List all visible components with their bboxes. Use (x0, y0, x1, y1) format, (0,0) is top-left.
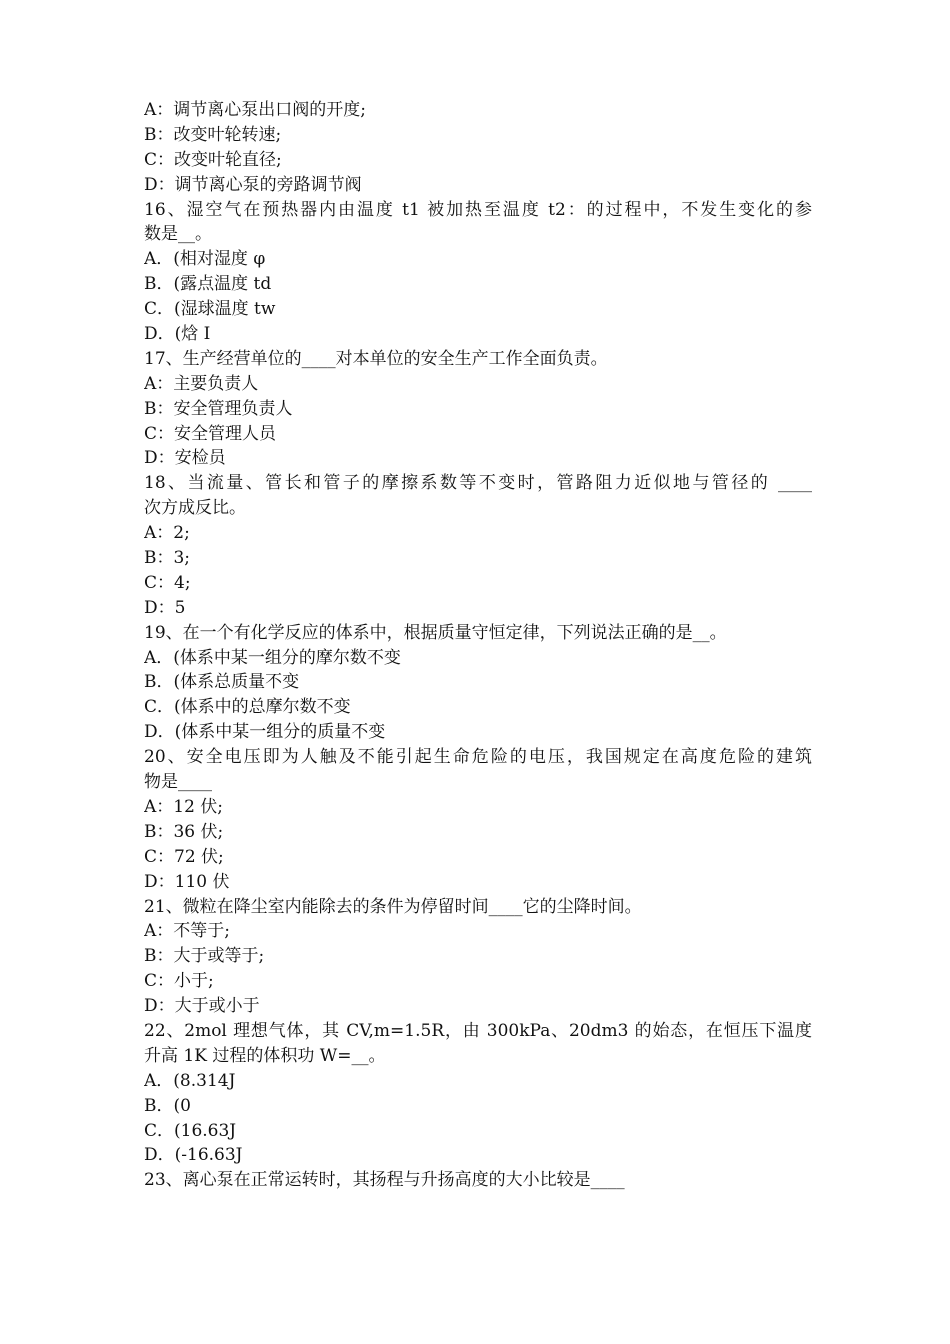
text-line: C：小于; (144, 971, 214, 992)
question-line: 18、当流量、管长和管子的摩擦系数等不变时，管路阻力近似地与管径的 ____ (144, 473, 812, 494)
text-line: B：3; (144, 548, 191, 569)
question-list (144, 98, 812, 1193)
text-line: D．(-16.63J (144, 1145, 243, 1166)
text-line: D：110 伏 (144, 871, 230, 892)
text-line: C：72 伏; (144, 846, 224, 867)
text-line: B：大于或等于; (144, 946, 265, 967)
text-line: D．(体系中某一组分的质量不变 (144, 722, 386, 743)
text-line: D．(焓 I (144, 324, 211, 345)
text-line: B：36 伏; (144, 821, 224, 842)
text-line: A．(相对湿度 φ (144, 249, 266, 270)
text-line: B．(露点温度 td (144, 274, 272, 295)
text-line: A：主要负责人 (144, 373, 259, 394)
text-line: C．(体系中的总摩尔数不变 (144, 697, 351, 718)
text-line: B：安全管理负责人 (144, 398, 293, 419)
text-line: A：不等于; (144, 921, 231, 942)
question-line: 次方成反比。 (144, 498, 246, 519)
question-line: 21、微粒在降尘室内能除去的条件为停留时间____它的尘降时间。 (144, 896, 642, 917)
question-line: 20、安全电压即为人触及不能引起生命危险的电压，我国规定在高度危险的建筑 (144, 747, 812, 768)
text-line: B．(体系总质量不变 (144, 672, 300, 693)
question-line: 升高 1K 过程的体积功 W=__。 (144, 1045, 386, 1066)
text-line: A：调节离心泵出口阀的开度; (144, 100, 367, 120)
text-line: A：2; (144, 523, 190, 544)
text-line: D：安检员 (144, 448, 226, 469)
text-line: D：调节离心泵的旁路调节阀 (144, 174, 362, 195)
text-line: B．(0 (144, 1095, 191, 1116)
text-line: A．(8.314J (144, 1070, 236, 1091)
text-line: A．(体系中某一组分的摩尔数不变 (144, 647, 401, 668)
question-line: 16、湿空气在预热器内由温度 t1 被加热至温度 t2：的过程中，不发生变化的参 (144, 199, 812, 220)
text-line: C：安全管理人员 (144, 423, 277, 444)
question-line: 22、2mol 理想气体，其 CV,m=1.5R，由 300kPa、20dm3 的始态，在恒压下温度 (144, 1020, 812, 1041)
question-line: 23、离心泵在正常运转时，其扬程与升扬高度的大小比较是____ (144, 1170, 625, 1191)
text-line: A：12 伏; (144, 796, 224, 817)
text-line: D：大于或小于 (144, 996, 260, 1017)
text-line: C：4; (144, 572, 191, 593)
text-line: C．(16.63J (144, 1120, 237, 1141)
text-line: B：改变叶轮转速; (144, 124, 282, 145)
question-line: 17、生产经营单位的____对本单位的安全生产工作全面负责。 (144, 348, 608, 369)
question-line: 19、在一个有化学反应的体系中，根据质量守恒定律，下列说法正确的是__。 (144, 622, 727, 643)
question-line: 数是__。 (144, 224, 212, 245)
text-line: C．(湿球温度 tw (144, 299, 276, 320)
text-line: C：改变叶轮直径; (144, 149, 282, 170)
text-line: D：5 (144, 597, 186, 618)
question-line: 物是____ (144, 772, 212, 793)
